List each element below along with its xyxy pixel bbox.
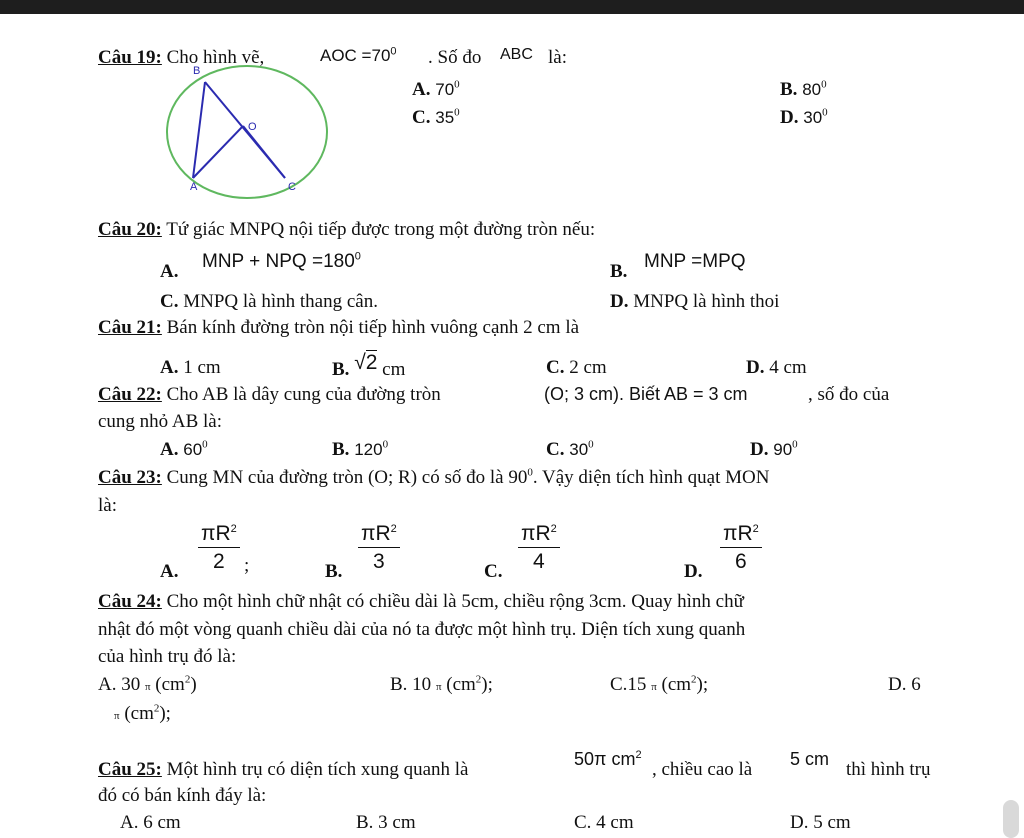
- q19-option-d: D. $30^0$: [780, 106, 828, 128]
- q22-option-b: B. $120^0$: [332, 438, 389, 460]
- q20-option-b-expr: MNP =MPQ: [644, 251, 746, 272]
- q25-heading: [98, 760, 468, 779]
- q20-option-c: C. MNPQ là hình thang cân.: [160, 291, 378, 312]
- q20-heading: [98, 220, 595, 239]
- q24-heading: [98, 592, 744, 611]
- q23-text: Cung MN của đường tròn (O; R) có số đo là 90: [161, 467, 528, 488]
- q24-option-d-cont: π $(cm^2)$;: [114, 702, 171, 724]
- q24-option-c: C.15 π $(cm^2)$;: [610, 673, 709, 695]
- q20-text: Tứ giác MNPQ nội tiếp được trong một đường tròn nếu:: [161, 219, 596, 240]
- q22-heading: [98, 385, 441, 404]
- q24-line1: Cho một hình chữ nhật có chiều dài là 5cm, chiều rộng 3cm. Quay hình chữ: [161, 591, 744, 612]
- q21-option-b: B. √2 cm: [332, 351, 406, 380]
- q21-option-d: D. 4 cm: [746, 357, 807, 378]
- segment-ao: [193, 126, 243, 178]
- q23-text2: . Vậy diện tích hình quạt MON: [532, 467, 770, 488]
- q24-line3: của hình trụ đó là:: [98, 646, 237, 667]
- point-o-label: O: [248, 121, 257, 133]
- q23-label: Câu 23:: [98, 467, 162, 488]
- q20-option-a-expr: MNP + NPQ $=180^0$: [202, 250, 361, 272]
- q19-option-c: C. $35^0$: [412, 106, 460, 128]
- q20-option-d: D. MNPQ là hình thoi: [610, 291, 780, 312]
- q23-option-b-letter: B.: [325, 561, 343, 582]
- q25-label: Câu 25:: [98, 759, 162, 780]
- q21-text: Bán kính đường tròn nội tiếp hình vuông cạnh 2 cm là: [161, 317, 580, 338]
- q19-mid-text: . Số đo: [428, 47, 482, 68]
- q21-label: Câu 21:: [98, 317, 162, 338]
- q22-label: Câu 22:: [98, 384, 162, 405]
- q23-line2: là:: [98, 495, 117, 516]
- q21-heading: [98, 318, 579, 337]
- q23-option-c-fraction: $\frac{\pi R^2}{4}$: [518, 523, 560, 572]
- q23-option-a-letter: A.: [160, 561, 179, 582]
- q23-option-a-fraction: $\frac{\pi R^2}{2}$: [198, 523, 240, 572]
- q22-text1: Cho AB là dây cung của đường tròn: [161, 384, 441, 405]
- q23-option-c-letter: C.: [484, 561, 503, 582]
- q25-text3: thì hình trụ: [846, 759, 931, 780]
- q25-option-b: B. 3 cm: [356, 812, 416, 833]
- q22-text2: , số đo của: [808, 384, 890, 405]
- q19-given-angle: AOC $=70^0$: [320, 45, 397, 65]
- q24-option-b: B. 10 π $(cm^2)$;: [390, 673, 493, 695]
- q23-option-d-fraction: $\frac{\pi R^2}{6}$: [720, 523, 762, 572]
- q25-option-a: A. 6 cm: [120, 812, 181, 833]
- q21-option-a: A. 1 cm: [160, 357, 221, 378]
- q22-option-c: C. $30^0$: [546, 438, 594, 460]
- q22-line2: cung nhỏ AB là:: [98, 411, 223, 432]
- q24-line2: nhật đó một vòng quanh chiều dài của nó ta được một hình trụ. Diện tích xung quanh: [98, 619, 746, 640]
- q20-label: Câu 20:: [98, 219, 162, 240]
- q19-option-a: A. $70^0$: [412, 78, 460, 100]
- q23-option-d-letter: D.: [684, 561, 703, 582]
- q19-prompt: Cho hình vẽ,: [166, 47, 265, 68]
- q24-option-a: A. 30 π $(cm^2)$: [98, 673, 197, 695]
- q25-area: 50π $cm^2$: [574, 749, 642, 769]
- q24-label: Câu 24:: [98, 591, 162, 612]
- q23-heading: Câu 23: Cung MN của đường tròn (O; R) có số đo là $90^0$. Vậy diện tích hình quạt MON: [98, 466, 770, 488]
- q21-option-c: C. 2 cm: [546, 357, 607, 378]
- q25-text2: , chiều cao là: [652, 759, 753, 780]
- q25-option-c: C. 4 cm: [574, 812, 634, 833]
- q22-option-d: D. $90^0$: [750, 438, 798, 460]
- scrollbar-thumb[interactable]: [1003, 800, 1019, 838]
- q19-target-angle: ABC: [500, 46, 533, 63]
- q25-line2: đó có bán kính đáy là:: [98, 785, 267, 806]
- q19-option-b: B. $80^0$: [780, 78, 827, 100]
- top-bar: [0, 0, 1024, 14]
- q22-circle-info: (O; 3 cm). Biết AB = 3 cm: [544, 384, 748, 404]
- q23-option-a-semicolon: ;: [244, 555, 250, 576]
- q19-circle-figure: [160, 60, 330, 205]
- q23-option-b-fraction: $\frac{\pi R^2}{3}$: [358, 523, 400, 572]
- q25-height: 5 cm: [790, 749, 830, 769]
- point-a-label: A: [190, 181, 198, 193]
- q19-end-text: là:: [548, 47, 567, 68]
- segment-oc: [243, 126, 285, 178]
- q20-option-a-letter: A.: [160, 261, 179, 282]
- point-c-label: C: [288, 181, 296, 193]
- q24-option-d: D. 6: [888, 674, 921, 695]
- q19-label: Câu 19:: [98, 47, 162, 68]
- q22-option-a: A. $60^0$: [160, 438, 208, 460]
- q25-option-d: D. 5 cm: [790, 812, 851, 833]
- q25-text1: Một hình trụ có diện tích xung quanh là: [161, 759, 469, 780]
- point-b-label: B: [193, 65, 201, 77]
- q20-option-b-letter: B.: [610, 261, 628, 282]
- segment-ba: [193, 82, 205, 178]
